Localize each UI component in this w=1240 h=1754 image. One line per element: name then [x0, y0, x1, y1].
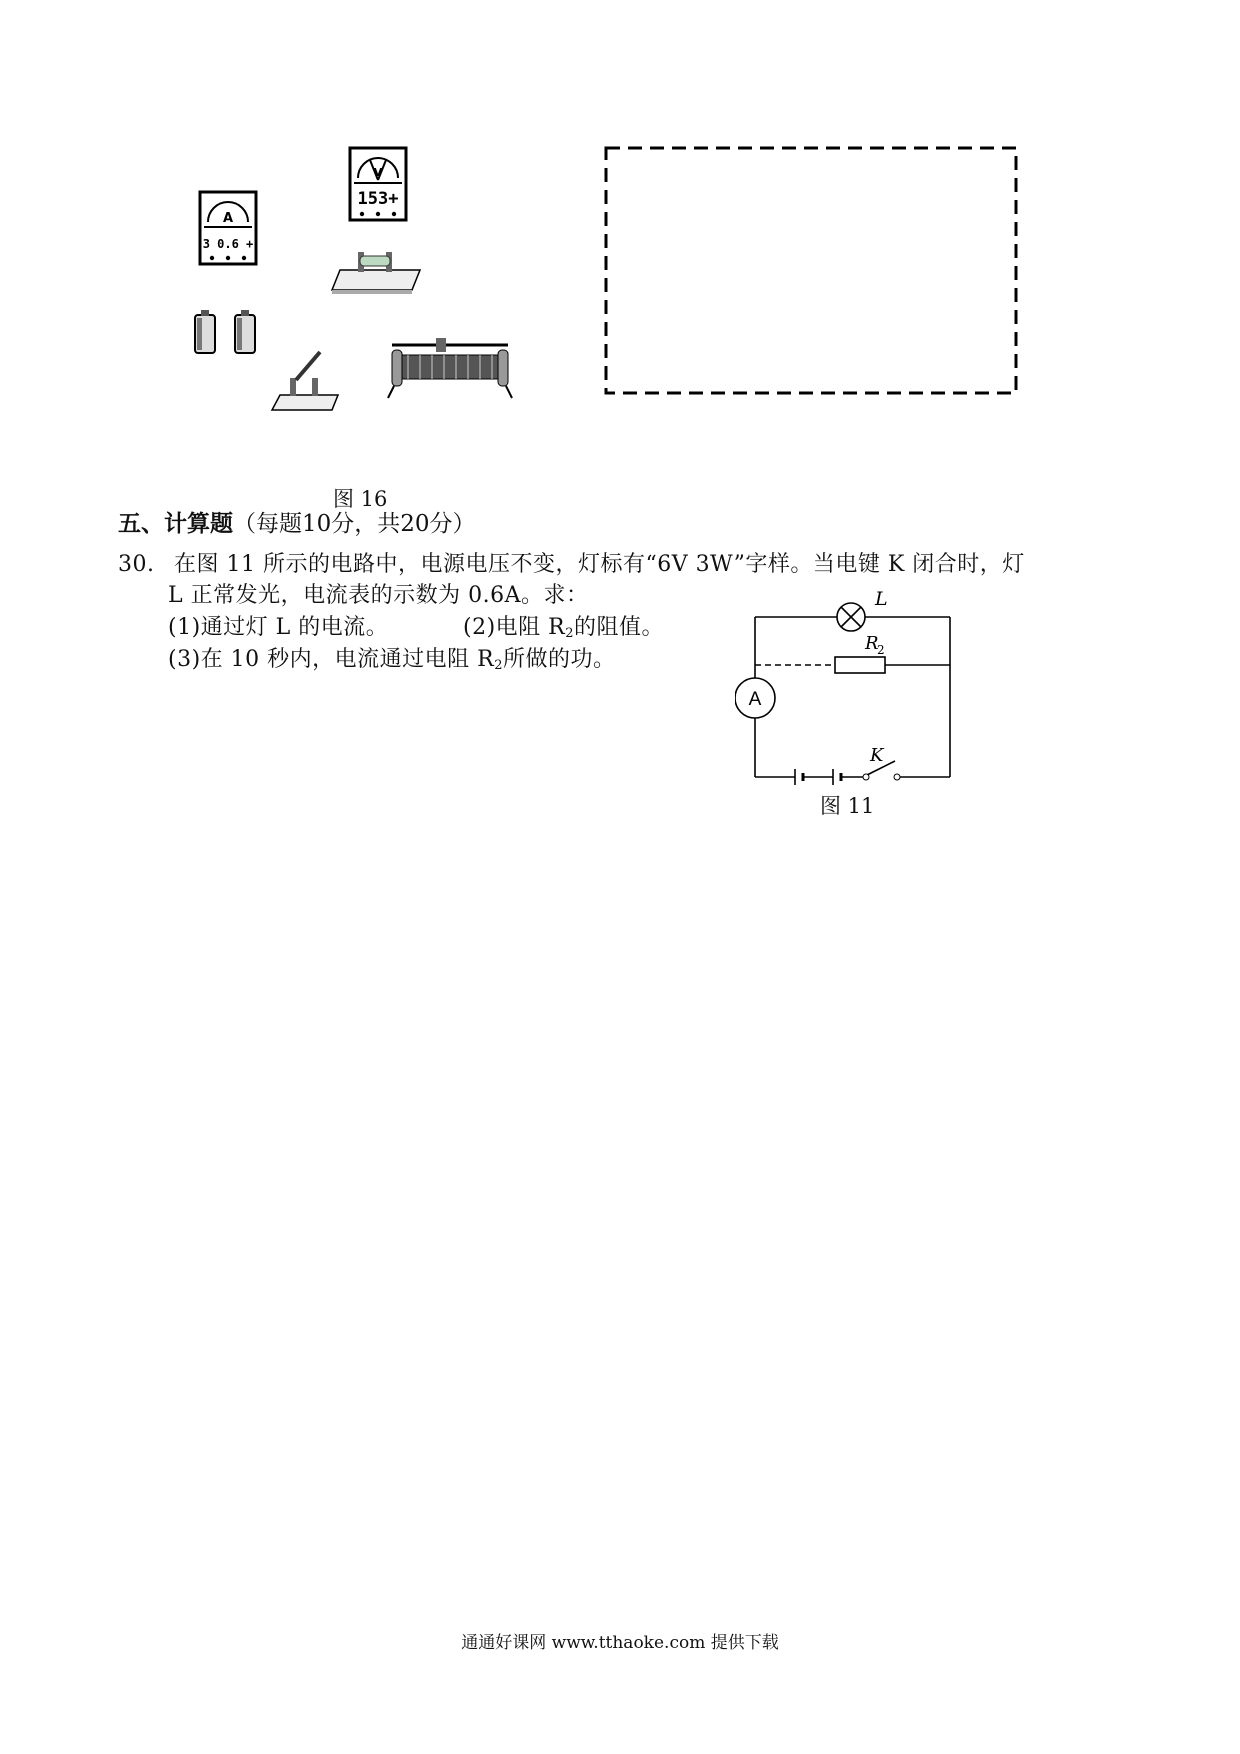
voltmeter-terminals: 153+ [357, 189, 399, 209]
ammeter-terminals: 3 0.6 + [202, 237, 254, 251]
question-30-line2: L 正常发光，电流表的示数为 0.6A。求： [168, 583, 589, 608]
knife-switch-icon [272, 352, 338, 410]
lamp-label: L [875, 588, 888, 610]
question-30-part1: (1)通过灯 L 的电流。 [168, 615, 389, 640]
question-text-1: 在图 11 所示的电路中，电源电压不变，灯标有“6V 3W”字样。当电键 K 闭合时，灯 [174, 552, 1025, 577]
part3-text-end: 所做的功。 [502, 647, 616, 672]
ammeter-label: A [748, 689, 762, 710]
section-title-text: 五、计算题 [118, 511, 233, 537]
part2-sub: 2 [565, 626, 575, 641]
section-note: （每题10分，共20分） [233, 511, 476, 537]
resistor-subscript: 2 [877, 643, 885, 657]
resistor-label: R [865, 633, 879, 654]
switch-label: K [870, 745, 884, 766]
figure-16-apparatus [180, 140, 1080, 510]
figure-16-caption: 图 16 [333, 487, 388, 511]
battery-icon [235, 310, 255, 353]
battery-icon [195, 310, 215, 353]
footer: 通通好课网 www.tthaoke.com 提供下载 [461, 1633, 779, 1653]
question-30-part2 [463, 610, 664, 641]
voltmeter-letter: V [373, 166, 383, 179]
figure-11-caption: 图 11 [820, 794, 875, 818]
voltmeter-icon [350, 148, 406, 220]
part2-text: (2)电阻 R [463, 615, 566, 640]
answer-box [606, 148, 1016, 393]
question-number: 30. [118, 552, 155, 577]
question-30-line1 [118, 547, 1025, 578]
ammeter-letter: A [222, 211, 234, 226]
ammeter-icon [200, 192, 256, 264]
question-30-part3 [168, 642, 616, 673]
rheostat-icon [388, 338, 512, 398]
resistor-board-icon [332, 252, 420, 294]
figure-11-circuit [735, 585, 965, 815]
part2-text-end: 的阻值。 [574, 615, 665, 640]
section-title [118, 505, 476, 538]
part3-sub: 2 [494, 658, 503, 673]
part3-text: (3)在 10 秒内，电流通过电阻 R [168, 647, 495, 672]
